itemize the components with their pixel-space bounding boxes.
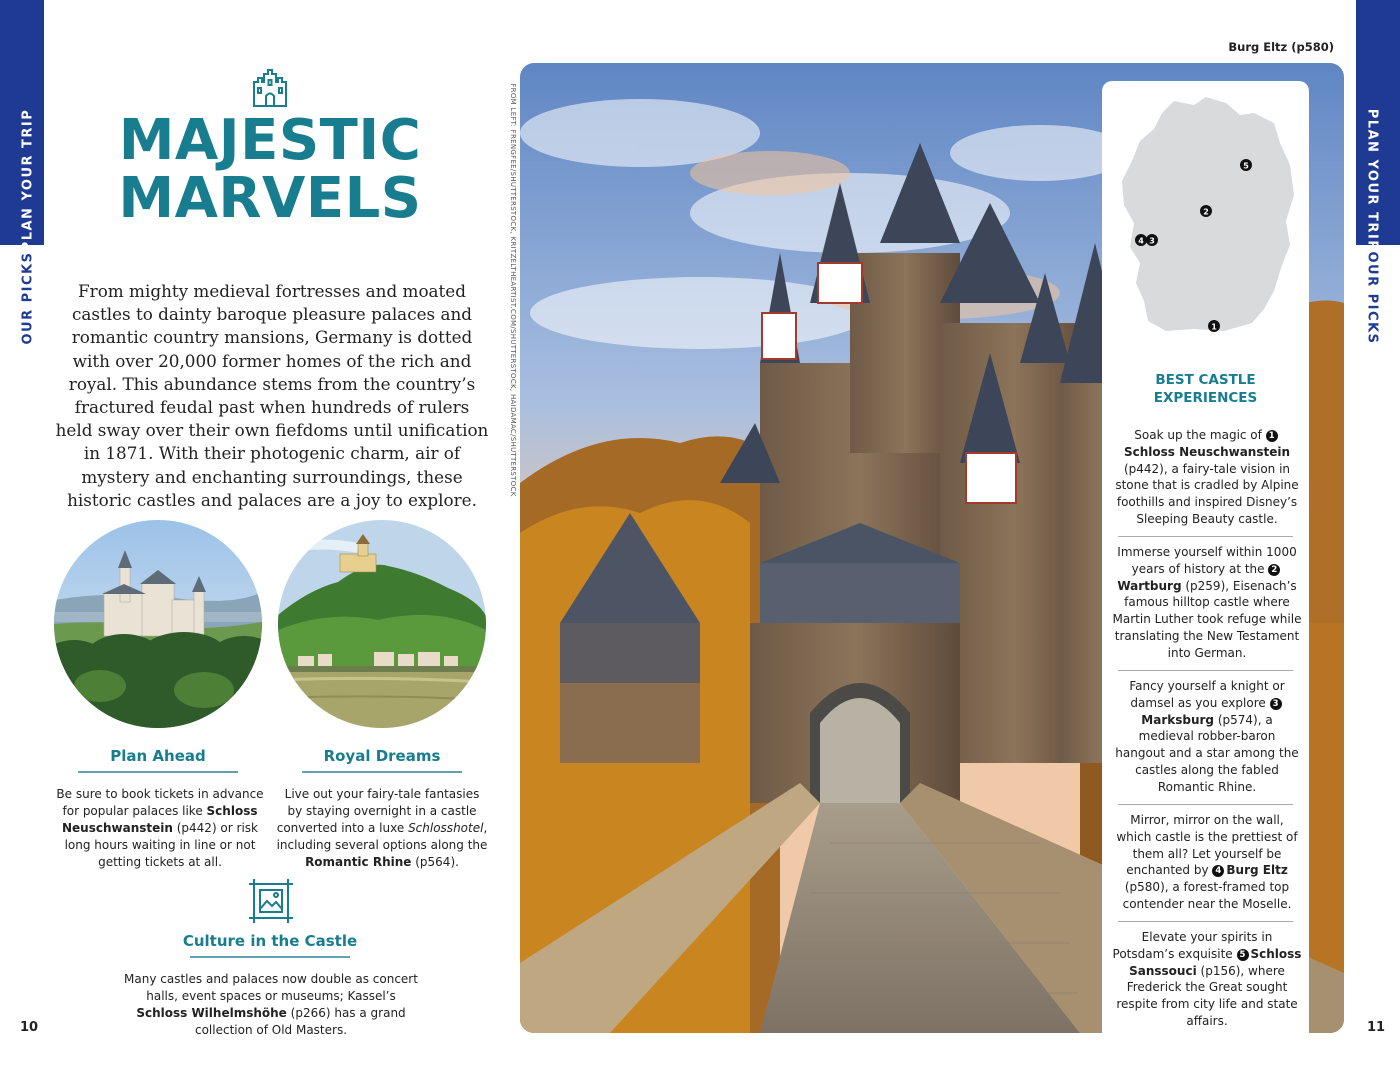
left-subsection-label: OUR PICKS [20,251,36,345]
culture-text-2: (p266) has a grand collection of Old Masters. [194,1006,406,1037]
royal-dreams-heading [302,747,462,773]
map-marker-4-label: 4 [1138,236,1144,246]
best-castle-heading-line-2: EXPERIENCES [1153,390,1258,406]
divider-4 [1118,921,1293,922]
plan-ahead-text [54,786,266,871]
experience-marksburg [1112,678,1302,796]
map-marker-4 [1135,234,1147,246]
photo-credit [506,83,520,497]
map-marker-1-label: 1 [1211,322,1217,332]
experience-5-text-2: (p156), where Frederick the Great sought respite from city life and state affairs. [1116,963,1298,1028]
royal-dreams-text [276,786,488,871]
royal-dreams-heading-text: Royal Dreams [323,747,441,765]
castle-icon [250,68,290,108]
plan-ahead-text-1: Be sure to book tickets in advance for popular palaces like [56,787,264,818]
royal-dreams-text-2: , including several options along the [276,821,488,852]
experience-2-name: Wartburg [1117,578,1182,593]
right-subsection-label: OUR PICKS [1364,251,1380,345]
germany-map [1114,95,1298,343]
experience-wartburg [1112,544,1302,662]
experience-5-text-1: Elevate your spirits in Potsdam’s exquisite [1112,930,1273,961]
map-marker-2 [1200,205,1212,217]
plan-ahead-bold: Schloss Neuschwanstein [61,804,258,835]
map-marker-3-label: 3 [1149,236,1155,246]
title-line-1: MAJESTIC [118,108,422,173]
neuschwanstein-photo [54,520,262,728]
culture-bold: Schloss Wilhelmshöhe [136,1006,287,1020]
experience-2-number: 2 [1268,564,1280,576]
map-marker-5-label: 5 [1243,161,1249,171]
royal-dreams-rule [302,771,462,773]
photo-frame-icon [246,876,296,926]
experience-1-name: Schloss Neuschwanstein [1123,444,1291,459]
culture-rule [190,956,350,958]
experience-burg-eltz [1112,812,1302,913]
map-marker-1 [1208,320,1220,332]
experience-4-name: Burg Eltz [1226,863,1288,878]
experience-1-number: 1 [1266,430,1278,442]
experience-sanssouci [1112,929,1302,1030]
royal-dreams-bold: Romantic Rhine [305,855,412,869]
royal-dreams-italic: Schlosshotel [408,821,484,835]
rhine-castle-photo [278,520,486,728]
intro-paragraph: From mighty medieval fortresses and moated castles to dainty baroque pleasure palaces and romantic country mansions, Germany is dotted with over 20,000 former homes of the rich and royal. This abundance stems from the country’s fractured feudal past when hundreds of rulers held sway over their own fiefdoms until unification in 1871. With their photogenic charm, air of mystery and enchanting surroundings, these historic castles and palaces are a joy to explore. [55,281,489,510]
experience-3-name: Marksburg [1141,712,1215,727]
experience-3-text-2: (p574), a medieval robber-baron hangout and a star among the castles along the fabled Romantic Rhine. [1115,712,1299,794]
plan-ahead-heading [78,747,238,773]
best-castle-heading [1112,371,1299,407]
experience-1-text-1: Soak up the magic of [1134,428,1266,442]
experience-4-number: 4 [1212,865,1224,877]
plan-ahead-rule [78,771,238,773]
left-section-label: PLAN YOUR TRIP [20,108,36,252]
culture-heading-text: Culture in the Castle [182,932,358,950]
map-marker-3 [1146,234,1158,246]
culture-text-1: Many castles and palaces now double as concert halls, event spaces or museums; Kassel’s [124,972,418,1003]
experience-2-text-2: (p259), Eisenach’s famous hilltop castle where Martin Luther took refuge while translating the New Testament into German. [1112,578,1302,660]
divider-3 [1118,804,1293,805]
plan-ahead-text-2: (p442) or risk long hours waiting in line or not getting tickets at all. [64,821,258,869]
royal-dreams-text-3: (p564). [411,855,459,869]
experience-5-name: Schloss Sanssouci [1129,946,1302,978]
map-marker-5 [1240,159,1252,171]
photo-caption: Burg Eltz (p580) [1228,40,1334,54]
experience-3-number: 3 [1270,698,1282,710]
experience-4-text-2: (p580), a forest-framed top contender near the Moselle. [1122,880,1292,911]
royal-dreams-text-1: Live out your fairy-tale fantasies by staying overnight in a castle converted into a luxe [276,787,480,835]
left-page-number: 10 [20,1020,39,1035]
best-castle-panel [1102,81,1309,1033]
best-castle-heading-line-1: BEST CASTLE [1155,372,1256,388]
divider-1 [1118,536,1293,537]
right-page-number: 11 [1367,1020,1386,1035]
title-line-2: MARVELS [118,166,422,231]
photo-credit-text: FROM LEFT: FRENGFEE/SHUTTERSTOCK, KRITZELTHEARTIST.COM/SHUTTERSTOCK, HAIDAMAC/SHUTTERSTOCK [509,83,517,497]
experience-neuschwanstein [1112,427,1302,528]
culture-text [122,971,420,1039]
experience-2-text-1: Immerse yourself within 1000 years of history at the [1117,545,1297,576]
page-title [70,108,470,231]
plan-ahead-heading-text: Plan Ahead [110,747,206,765]
map-marker-2-label: 2 [1203,207,1209,217]
culture-heading [180,932,360,958]
right-section-label: PLAN YOUR TRIP [1364,108,1380,252]
experience-5-number: 5 [1237,949,1249,961]
divider-2 [1118,670,1293,671]
experience-1-text-2: (p442), a fairy-tale vision in stone that is cradled by Alpine foothills and inspired Disney’s Sleeping Beauty castle. [1115,461,1299,526]
experience-3-text-1: Fancy yourself a knight or damsel as you explore [1129,679,1285,710]
experience-4-text-1: Mirror, mirror on the wall, which castle is the prettiest of them all? Let yourself be enchanted by [1116,813,1298,878]
